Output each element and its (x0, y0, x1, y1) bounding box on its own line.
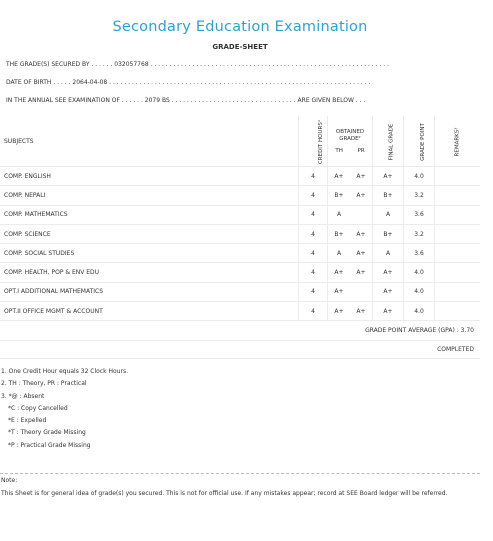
header-grade-point: GRADE POINT (404, 116, 435, 167)
header-obtained-grade: OBTAINED GRADE² TH PR (328, 116, 373, 167)
remarks-cell (435, 224, 481, 243)
final-grade-cell: B+ (373, 224, 404, 243)
final-grade-cell: A+ (373, 302, 404, 321)
subject-cell: COMP. SCIENCE (0, 224, 299, 243)
header-th: TH (335, 147, 343, 154)
theory-grade-cell: A (328, 205, 351, 224)
header-subjects: SUBJECTS (0, 116, 299, 167)
remarks-cell (435, 186, 481, 205)
credit-hours-cell: 4 (299, 224, 328, 243)
practical-grade-cell: A+ (350, 302, 373, 321)
grade-point-cell: 3.2 (404, 224, 435, 243)
subject-cell: OPT.II OFFICE MGMT & ACCOUNT (0, 302, 299, 321)
table-row (0, 244, 480, 263)
divider (0, 358, 480, 359)
theory-grade-cell: B+ (328, 186, 351, 205)
grade-point-cell: 4.0 (404, 263, 435, 282)
practical-grade-cell (350, 282, 373, 301)
subject-cell: COMP. NEPALI (0, 186, 299, 205)
final-grade-cell: B+ (373, 186, 404, 205)
remarks-cell (435, 167, 481, 186)
header-final-grade: FINAL GRADE (373, 116, 404, 167)
table-row (0, 205, 480, 224)
remarks-cell (435, 282, 481, 301)
final-grade-cell: A (373, 205, 404, 224)
grade-point-cell: 3.6 (404, 205, 435, 224)
footnote: 2. TH : Theory, PR : Practical (1, 380, 87, 388)
credit-hours-cell: 4 (299, 205, 328, 224)
final-grade-cell: A (373, 244, 404, 263)
credit-hours-cell: 4 (299, 186, 328, 205)
header-pr: PR (357, 147, 365, 154)
footnote: *T : Theory Grade Missing (8, 429, 86, 437)
table-row (0, 282, 480, 301)
grade-point-cell: 3.6 (404, 244, 435, 263)
footnote: *P : Practical Grade Missing (8, 441, 91, 449)
gpa-summary: GRADE POINT AVERAGE (GPA) : 3.70 (365, 327, 474, 334)
grade-point-cell: 4.0 (404, 282, 435, 301)
note-text: This Sheet is for general idea of grade(s) you secured. This is not for official use. If any mistakes appear; record at SEE Board ledger will be referred. (1, 490, 448, 497)
table-row (0, 263, 480, 282)
remarks-cell (435, 205, 481, 224)
credit-hours-cell: 4 (299, 244, 328, 263)
student-symbol-line: THE GRADE(S) SECURED BY . . . . . . 032057768 . . . . . . . . . . . . . . . . . . . . . . . . . . . . . . . . . . . . . . . . . . . . . . . . . . . . . . . . . . . . . . . (6, 61, 389, 68)
final-grade-cell: A+ (373, 282, 404, 301)
theory-grade-cell: A (328, 244, 351, 263)
theory-grade-cell: B+ (328, 224, 351, 243)
grade-point-cell: 4.0 (404, 167, 435, 186)
credit-hours-cell: 4 (299, 302, 328, 321)
table-row (0, 224, 480, 243)
footnote: 1. One Credit Hour equals 32 Clock Hours. (1, 368, 128, 375)
table-row (0, 167, 480, 186)
theory-grade-cell: A+ (328, 263, 351, 282)
practical-grade-cell (350, 205, 373, 224)
table-header-row (0, 116, 480, 167)
remarks-cell (435, 263, 481, 282)
divider (0, 340, 480, 341)
practical-grade-cell: A+ (350, 167, 373, 186)
exam-title: Secondary Education Examination (112, 19, 368, 35)
final-grade-cell: A+ (373, 263, 404, 282)
theory-grade-cell: A+ (328, 282, 351, 301)
subject-cell: COMP. HEALTH, POP & ENV EDU (0, 263, 299, 282)
credit-hours-cell: 4 (299, 282, 328, 301)
grade-point-cell: 3.2 (404, 186, 435, 205)
footnote: *E : Expelled (8, 417, 47, 425)
footnote: 3. *@ : Absent (1, 392, 45, 400)
exam-year-line: IN THE ANNUAL SEE EXAMINATION OF . . . . . . 2079 BS . . . . . . . . . . . . . . . . . . . . . . . . . . . . . . . . . ARE GIVEN BELOW . . . (6, 97, 366, 104)
grades-table (0, 116, 480, 321)
practical-grade-cell: A+ (350, 263, 373, 282)
subject-cell: COMP. ENGLISH (0, 167, 299, 186)
subject-cell: OPT.I ADDITIONAL MATHEMATICS (0, 282, 299, 301)
practical-grade-cell: A+ (350, 186, 373, 205)
date-of-birth-line: DATE OF BIRTH . . . . . 2064-04-08 . . . . . . . . . . . . . . . . . . . . . . . . . . . . . . . . . . . . . . . . . . . . . . . . . . . . . . . . . . . . . . . . . . . . . (6, 79, 371, 86)
subject-cell: COMP. MATHEMATICS (0, 205, 299, 224)
subject-cell: COMP. SOCIAL STUDIES (0, 244, 299, 263)
footnote: *C : Copy Cancelled (8, 404, 68, 412)
grade-point-cell: 4.0 (404, 302, 435, 321)
practical-grade-cell: A+ (350, 224, 373, 243)
note-title: Note: (1, 477, 18, 484)
remarks-cell (435, 302, 481, 321)
footnotes (1, 366, 128, 452)
status-badge: COMPLETED (437, 346, 474, 353)
practical-grade-cell: A+ (350, 244, 373, 263)
dashed-divider (0, 473, 480, 474)
table-row (0, 186, 480, 205)
table-row (0, 302, 480, 321)
final-grade-cell: A+ (373, 167, 404, 186)
header-remarks: REMARKS³ (435, 116, 481, 167)
sheet-subtitle: GRADE-SHEET (212, 43, 268, 51)
credit-hours-cell: 4 (299, 167, 328, 186)
theory-grade-cell: A+ (328, 167, 351, 186)
remarks-cell (435, 244, 481, 263)
theory-grade-cell: A+ (328, 302, 351, 321)
credit-hours-cell: 4 (299, 263, 328, 282)
header-credit-hours: CREDIT HOURS¹ (299, 116, 328, 167)
